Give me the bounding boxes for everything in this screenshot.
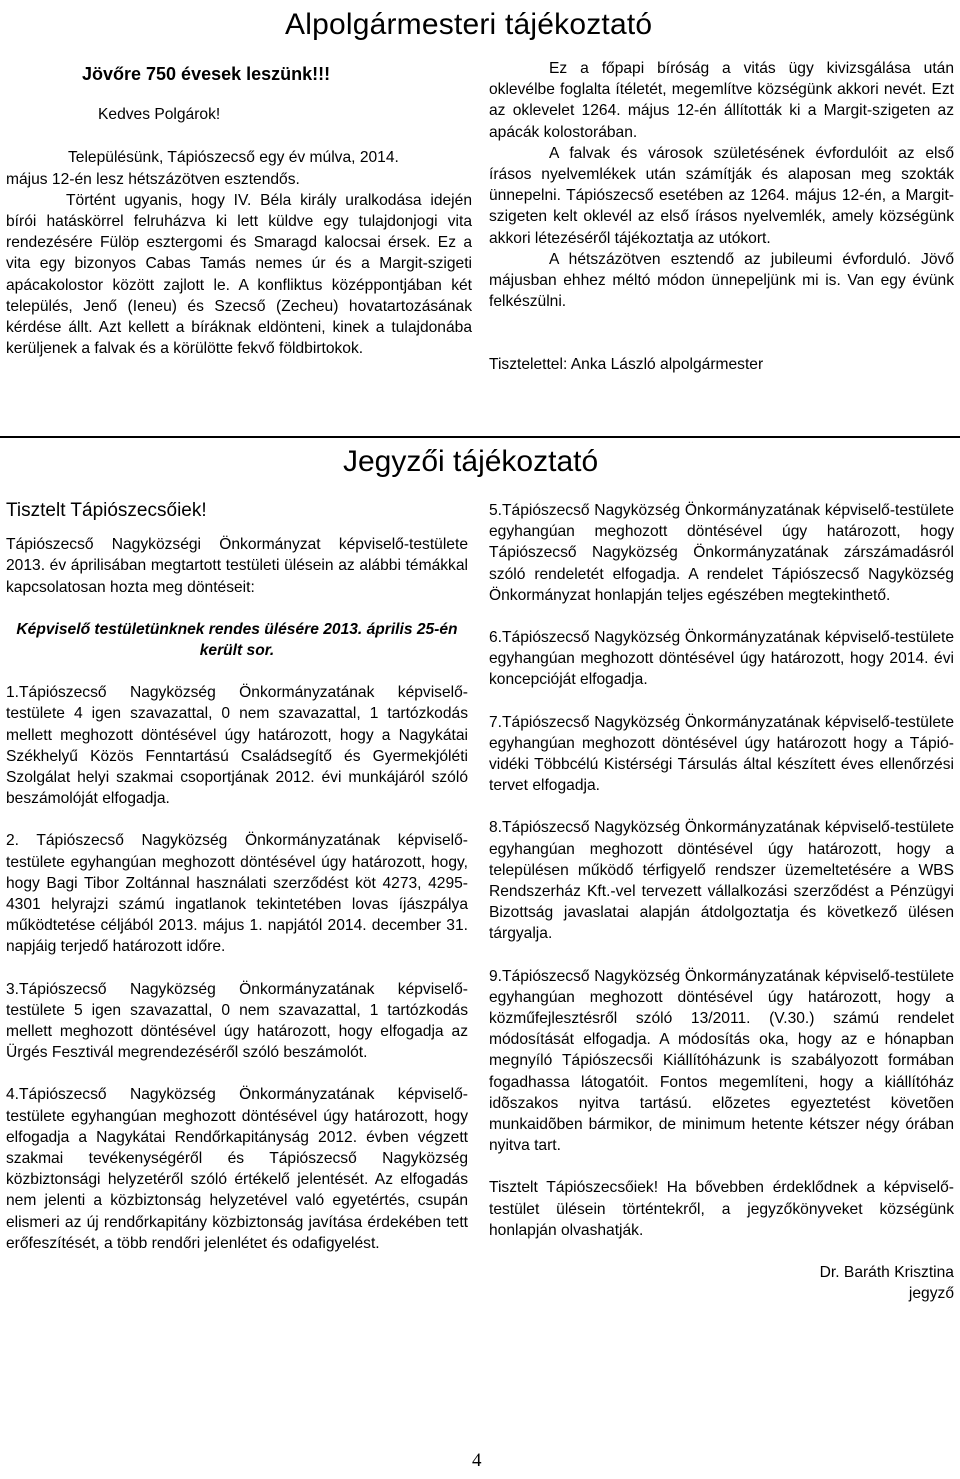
jubilee-paragraph: A hétszázötven esztendő az jubileumi évforduló. Jövő májusban ehhez méltó módon ünnepeljünk mi is. Van egy évünk felkészülni. xyxy=(489,250,954,311)
decision-item-2: 2. Tápiószecső Nagyközség Önkormányzatának képviselő-testülete egyhangúan meghozott döntésével úgy határozott, hogy, hogy Bagi Tibor Zoltánnal használati szerződést köt 4273, 4295-4301 helyrajzi számú ingatlanok tekintetében lovas íjászpálya működtetése céljából 2013. május 1. napjától 2014. december 31. napjáig terjedő határozott időre. xyxy=(6,832,468,956)
closing-paragraph: Tisztelt Tápiószecsőiek! Ha bővebben érdeklődnek a képviselő-testület ülésein történtekről, a jegyzőkönyveket községünk honlapján olvashatják. xyxy=(489,1179,954,1239)
decision-item-1: 1.Tápiószecső Nagyközség Önkormányzatának képviselő-testülete 4 igen szavazattal, 0 nem szavazattal, 1 tartózkodás mellett meghozott döntésével úgy határozott, hogy a Nagykátai Székhelyű Közös Fenntartású Családsegítő és Gyermekjóléti Szolgálat helyi szakmai csoportjának 2012. évi munkájáról szóló beszámolóját elfogadja. xyxy=(6,684,468,808)
decision-item-6: 6.Tápiószecső Nagyközség Önkormányzatának képviselő-testülete egyhangúan meghozott döntésével úgy határozott, hogy 2014. évi koncepcióját elfogadja. xyxy=(489,629,954,689)
notary-left-column xyxy=(6,500,468,1254)
mayor-section-title: Alpolgármesteri tájékoztató xyxy=(285,8,653,41)
mayor-left-column xyxy=(6,64,472,359)
anniversary-headline: Jövőre 750 évesek leszünk!!! xyxy=(82,64,331,84)
decision-item-5: 5.Tápiószecső Nagyközség Önkormányzatának képviselő-testülete egyhangúan meghozott döntésével úgy határozott, hogy Tápiószecső Nagyközség Önkormányzatának zárszámadásról szóló rendeletét elfogadja. A rendelet Tápiószecső Nagyközség Önkormányzat honlapján teljes egészében megtekinthető. xyxy=(489,502,954,604)
decision-item-8: 8.Tápiószecső Nagyközség Önkormányzatának képviselő-testülete egyhangúan meghozott döntésével úgy határozott, hogy a településen működő térfigyelő rendszer üzemeltetésére a WBS Rendszerház Kft.-vel tervezett vállalkozási szerződést a Pénzügyi Bizottság javaslatai alapján átdolgoztatja és következő ülésen tárgyalja. xyxy=(489,819,954,943)
section-divider xyxy=(0,436,960,438)
decision-item-4: 4.Tápiószecső Nagyközség Önkormányzatának képviselő-testülete egyhangúan meghozott döntésével úgy határozott, hogy elfogadja a Nagykátai Rendőrkapitányság 2012. évben végzett szakmai tevékenységéről és Tápiószecső Nagyközség közbiztonsági helyzetéről szóló értékelő jelentését. Az elfogadás nem jelenti a közbiztonság helyzetével való egyetértés, csupán elismeri az új rendőrkapitány közbiztonság javítása érdekében tett erőfeszítését, a több rendőri jelenlétet és odafigyelést. xyxy=(6,1086,468,1252)
notary-right-column xyxy=(489,500,954,1305)
mayor-greeting: Kedves Polgárok! xyxy=(98,106,221,124)
intro-line-2: május 12-én lesz hétszázötven esztendős. xyxy=(6,170,300,188)
notary-section-title: Jegyzői tájékoztató xyxy=(343,445,599,478)
decision-item-9: 9.Tápiószecső Nagyközség Önkormányzatának képviselő-testülete egyhangúan meghozott döntésével úgy határozott, hogy a közműfejlesztésről szóló 13/2011. (V.30.) számú rendelet módosítását elfogadja. A módosítás oka, hogy az e hónapban megnyíló Tápiószecsői Kiállítóházunk is szabályozott formában fogadhassa látogatóit. Fontos megemlíteni, hogy a kiállítóház idõszakos nyitva tartású. elõzetes egyeztetést követõen munkaidõben bármikor, de minimum hetente kétszer négy órában nyitva tart. xyxy=(489,967,954,1155)
notary-intro: Tápiószecső Nagyközségi Önkormányzat képviselő-testülete 2013. év áprilisában megtartott testületi ülésein az alábbi témákkal kapcsolatosan hozta meg döntéseit: xyxy=(6,536,468,596)
court-paragraph: Ez a főpapi bíróság a vitás ügy kivizsgálása után oklevélbe foglalta ítéletét, megemlítve községünk akkori nevét. Ezt az oklevelet 1264. május 12-én állították ki a Margit-szigeten az apácák kolostorában. xyxy=(489,60,954,141)
session-heading: Képviselő testületünknek rendes ülésére 2013. április 25-én került sor. xyxy=(16,620,458,660)
page-number: 4 xyxy=(472,1450,482,1471)
decision-item-3: 3.Tápiószecső Nagyközség Önkormányzatának képviselő-testülete 5 igen szavazattal, 0 nem szavazattal, 1 tartózkodás mellett meghozott döntésével úgy határozott, hogy elfogadja az Ürgés Fesztivál megrendezéséről szóló beszámolót. xyxy=(6,980,468,1062)
mayor-signature: Tisztelettel: Anka László alpolgármester xyxy=(489,356,764,374)
notary-greeting: Tisztelt Tápiószecsőiek! xyxy=(6,500,207,521)
signer-role: jegyző xyxy=(908,1285,954,1303)
anniversary-paragraph: A falvak és városok születésének évfordulóit az első írásos nyelvemlékek után számítják és alaposan meg szokták ünnepelni. Tápiószecső esetében az 1264. május 12-én, a Margit-szigeten kelt oklevél az első írásos nyelvemlék, amely községünk akkori létezéséről tájékoztatja az utókort. xyxy=(489,144,954,247)
intro-line-1: Településünk, Tápiószecső egy év múlva, 2014. xyxy=(68,149,399,167)
signer-name: Dr. Baráth Krisztina xyxy=(819,1264,954,1282)
history-paragraph: Történt ugyanis, hogy IV. Béla király uralkodása idején bírói hatáskörrel felruházva ki lett küldve egy tulajdonjogi vita rendezésére Fülöp esztergomi és Smaragd kalocsai érsek. Ez a vita egy bizonyos Cabas Tamás nemes úr és a Margit-szigeti apácakolostor között zajlott le. A konfliktus középpontjában két település, Jenő (Ieneu) és Szecső (Zecheu) hovatartozásának kérdése állt. Azt kellett a bíráknak eldönteni, kinek a tulajdonába kerüljenek a falvak és a körülötte fekvő földbirtokok. xyxy=(6,191,472,358)
mayor-right-column xyxy=(489,58,954,376)
decision-item-7: 7.Tápiószecső Nagyközség Önkormányzatának képviselő-testülete egyhangúan meghozott döntésével úgy határozott hogy a Tápió-vidéki Többcélú Kistérségi Társulás által készített éves ellenőrzési tervet elfogadja. xyxy=(489,713,954,795)
